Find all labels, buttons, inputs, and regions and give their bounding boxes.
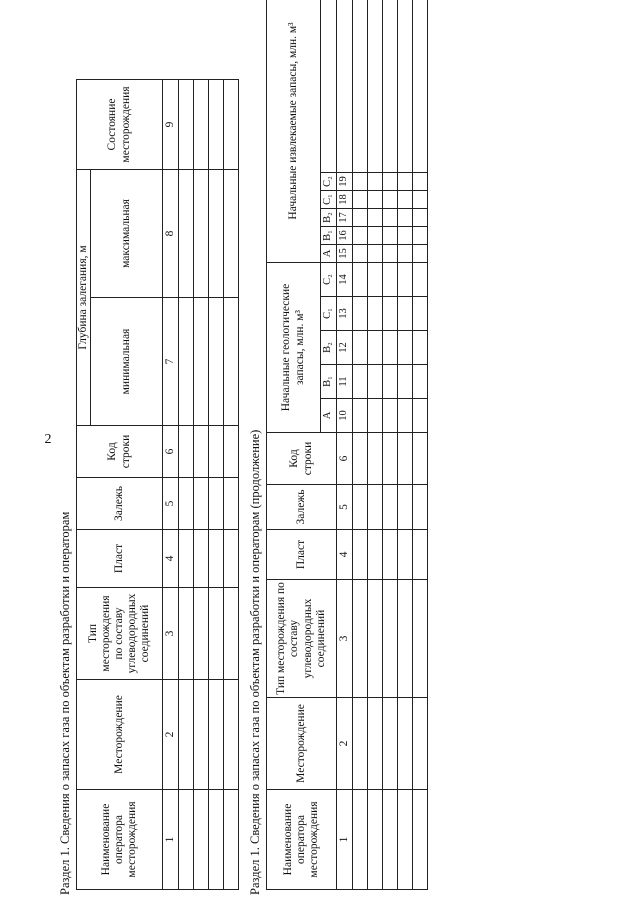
s2-cat: C₂ (321, 263, 337, 297)
s2-num: 1 (337, 790, 353, 890)
s1-num: 8 (163, 170, 179, 298)
s2-blank-row (368, 0, 383, 890)
s2-num: 11 (337, 365, 353, 399)
s2-num: 6 (337, 433, 353, 485)
s2-num: 18 (337, 191, 353, 209)
s1-blank-row (209, 80, 224, 890)
s2-cat: B₂ (321, 209, 337, 227)
s2-cat: A (321, 245, 337, 263)
section2-title: Раздел 1. Сведения о запасах газа по объектам разработки и операторам (продолжение) (248, 429, 262, 895)
section1-title: Раздел 1. Сведения о запасах газа по объектам разработки и операторам (58, 511, 72, 895)
s2-blank-row (398, 0, 413, 890)
s2-num: 4 (337, 530, 353, 580)
page-number: 2 (44, 432, 52, 447)
s1-h-depth-max: максимальная (91, 170, 163, 298)
s1-h-operator: Наименование оператора месторождения (77, 790, 163, 890)
s2-h-code: Код строки (267, 433, 337, 485)
s2-blank-row (383, 0, 398, 890)
s2-num: 14 (337, 263, 353, 297)
s2-cat: C₁ (321, 297, 337, 331)
s1-blank-row (224, 80, 239, 890)
s2-num: 3 (337, 580, 353, 698)
s2-num: 16 (337, 227, 353, 245)
rotated-content (20, 15, 620, 895)
s2-num: 2 (337, 698, 353, 790)
s2-num: 12 (337, 331, 353, 365)
s2-num: 10 (337, 399, 353, 433)
s2-h-rec: Начальные извлекаемые запасы, млн. м³ (267, 0, 321, 263)
s2-num: 19 (337, 173, 353, 191)
s1-blank-row (194, 80, 209, 890)
s1-num: 3 (163, 588, 179, 680)
s2-cat: C₂ (321, 173, 337, 191)
s1-h-code: Код строки (77, 426, 163, 478)
s1-num: 7 (163, 298, 179, 426)
s1-h-depth-min: минимальная (91, 298, 163, 426)
s1-num: 5 (163, 478, 179, 530)
s1-h-type: Тип месторождения по составу углеводородных соединений (77, 588, 163, 680)
s2-cat: B₂ (321, 331, 337, 365)
s2-h-geo: Начальные геологические запасы, млн. м³ (267, 263, 321, 433)
s1-h-field: Месторождение (77, 680, 163, 790)
s2-cat: B₁ (321, 365, 337, 399)
s2-h-deposit: Залежь (267, 485, 337, 530)
s1-num: 2 (163, 680, 179, 790)
s1-h-deposit: Залежь (77, 478, 163, 530)
s2-cat: B₁ (321, 227, 337, 245)
s2-num: 5 (337, 485, 353, 530)
s1-h-state: Состояние месторождения (77, 80, 163, 170)
s2-h-type: Тип месторождения по составу углеводородных соединений (267, 580, 337, 698)
s2-cat: A (321, 399, 337, 433)
s2-h-operator: Наименование оператора месторождения (267, 790, 337, 890)
s2-num: 17 (337, 209, 353, 227)
s1-num: 9 (163, 80, 179, 170)
s1-blank-row (179, 80, 194, 890)
s2-cat: C₁ (321, 191, 337, 209)
s1-num: 6 (163, 426, 179, 478)
s2-num: 15 (337, 245, 353, 263)
s2-num: 13 (337, 297, 353, 331)
s2-blank-row (353, 0, 368, 890)
s2-h-field: Месторождение (267, 698, 337, 790)
s2-blank-row (413, 0, 428, 890)
s1-h-layer: Пласт (77, 530, 163, 588)
section1-table (76, 79, 239, 890)
s1-h-depth: Глубина залегания, м (77, 170, 91, 426)
section2-table (266, 0, 428, 890)
s1-num: 1 (163, 790, 179, 890)
s2-h-layer: Пласт (267, 530, 337, 580)
s1-num: 4 (163, 530, 179, 588)
